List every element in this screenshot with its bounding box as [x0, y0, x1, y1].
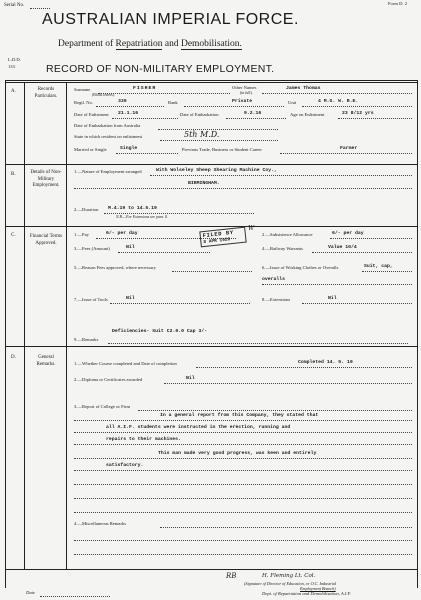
- surname-block-letters: (Block letters).: [92, 93, 115, 97]
- form-ref: Form D. 2: [388, 1, 408, 6]
- department-repatriation: Repatriation: [115, 39, 163, 49]
- reason-label: 5.—Reason Fees approved, where necessary: [74, 265, 156, 270]
- stamp-initials: W: [248, 225, 255, 232]
- section-b-label: Details of Non-Military Employment.: [30, 170, 62, 188]
- diploma-label: 2.—Diploma or Certificates awarded: [74, 377, 143, 382]
- railway-value: Value 10/4: [328, 245, 357, 250]
- tools-value: Nil: [126, 296, 135, 301]
- report-line-2: all A.I.F. students were instructed in the erection, running and: [106, 425, 291, 430]
- extensions-label: 8.—Extensions: [262, 297, 291, 302]
- misc-label: 4.—Miscellaneous Remarks: [74, 521, 127, 526]
- remarks-value: Deficiencies- Suit C2.0.0 Cap 3/-: [112, 329, 207, 334]
- other-names-label: Other Names: [232, 85, 257, 90]
- filed-by-stamp: [199, 227, 246, 248]
- surname-label: Surname: [74, 87, 91, 92]
- section-c-label: Financial Terms Approved.: [29, 234, 63, 246]
- course-value: Completed 14. 5. 10: [298, 360, 353, 365]
- duration-value: M.4.19 to 14.5.19: [108, 206, 157, 211]
- extensions-value: Nil: [328, 296, 337, 301]
- section-b-letter: B.: [11, 172, 16, 177]
- clothing-value-2: overalls: [262, 277, 286, 282]
- other-names-value: James Thomas: [286, 86, 321, 91]
- date-embarkation-value: 9.2.16: [244, 111, 262, 116]
- department-demobilisation: Demobilisation.: [180, 39, 242, 49]
- surname-value: FISHER: [133, 86, 157, 91]
- department-prefix: Department of: [58, 39, 114, 49]
- director-signature: H. Fleming Lt. Col.: [262, 573, 316, 579]
- date-enlistment-label: Date of Enlistment: [74, 112, 109, 117]
- report-line-1: In a general report from this Company, they stated that: [160, 413, 319, 418]
- fees-value: Nil: [126, 245, 135, 250]
- section-d-label: General Remarks.: [36, 355, 56, 367]
- date-embark-from-label: Date of Embarkation from Australia: [74, 123, 141, 128]
- dept-caption: Dept. of Repatriation and Demobilisation, A.I.F.: [262, 591, 351, 596]
- unit-value: 4 M.G. W. R.E.: [318, 99, 359, 104]
- tools-label: 7.—Issue of Tools: [74, 297, 108, 302]
- stamp-line-1: FILED BY: [202, 228, 235, 240]
- date-embarkation-label: Date of Embarkation: [180, 112, 219, 117]
- remarks-label: 9.—Remarks: [74, 337, 99, 342]
- rank-label: Rank: [168, 100, 178, 105]
- nature-label: 1.—Nature of Employment arranged: [74, 169, 142, 174]
- diploma-value: Nil: [186, 376, 195, 381]
- nature-value-1: With Wolseley Sheep Shearing Machine Coy.,: [156, 168, 277, 173]
- married-label: Married or Single: [74, 147, 107, 152]
- other-names-in-full: (in full).: [240, 91, 253, 95]
- report-line-5: satisfactory.: [106, 463, 144, 468]
- stamp-line-2: 8 APR 1920: [203, 236, 231, 245]
- unit-label: Unit: [288, 100, 297, 105]
- nb-note: N.B.—For Extensions see para. 8.: [116, 215, 168, 219]
- subsistence-label: 2.—Subsistence Allowance: [262, 232, 313, 237]
- regtl-no-value: 330: [118, 99, 127, 104]
- nature-value-2: BIRMINGHAM.: [188, 181, 220, 186]
- record-title: RECORD OF NON-MILITARY EMPLOYMENT.: [46, 63, 275, 75]
- regtl-no-label: Regtl. No.: [74, 100, 94, 105]
- report-line-3: repairs to their machines.: [106, 437, 181, 442]
- clothing-label: 6.—Issue of Working Clothes or Overalls: [262, 265, 339, 270]
- course-label: 1.—Whether Course completed and Date of completion: [74, 361, 177, 366]
- signature-caption-2: Employment Branch): [300, 586, 336, 591]
- age-value: 23 8/12 yrs: [342, 111, 374, 116]
- signature-caption-1: (Signature of Director of Education, or O.C. Industrial: [244, 581, 337, 586]
- pay-label: 1.—Pay: [74, 232, 89, 237]
- state-label: State in which resident on enlistment: [74, 134, 143, 139]
- footer-initials: RB: [226, 572, 237, 580]
- fees-label: 3.—Fees (Amount): [74, 246, 110, 251]
- department-and: and: [164, 39, 179, 49]
- date-enlistment-value: 21.1.16: [118, 111, 139, 116]
- title: AUSTRALIAN IMPERIAL FORCE.: [42, 11, 299, 28]
- report-line-4: This man made very good progress, was keen and entirely: [158, 451, 317, 456]
- age-label: Age on Enlistment: [290, 112, 325, 117]
- section-a-label: Records Particulars.: [34, 87, 58, 99]
- previous-trade-value: Farmer: [340, 146, 358, 151]
- serial-line: [30, 8, 50, 9]
- margin-ref-bottom: 133: [8, 64, 15, 69]
- duration-label: 2.—Duration: [74, 207, 99, 212]
- serial-label: Serial No.: [4, 3, 25, 8]
- state-value: 5th M.D.: [184, 130, 220, 139]
- married-value: Single: [120, 146, 138, 151]
- clothing-value-1: Suit, cap,: [364, 264, 393, 269]
- margin-ref-top: L.D.D.: [8, 57, 21, 62]
- department-heading: [58, 40, 242, 50]
- rank-value: Private: [232, 99, 253, 104]
- date-label: Date: [26, 590, 35, 595]
- section-a-letter: A.: [11, 89, 16, 94]
- section-c-letter: C.: [11, 233, 16, 238]
- previous-trade-label: Previous Trade, Business or Student Career: [182, 147, 262, 152]
- report-label: 3.—Report of College or Firm: [74, 404, 131, 409]
- railway-label: 4.—Railway Warrants: [262, 246, 303, 251]
- pay-value: 6/- per day: [106, 231, 138, 236]
- subsistence-value: 6/- per day: [332, 231, 364, 236]
- section-d-letter: D.: [11, 355, 16, 360]
